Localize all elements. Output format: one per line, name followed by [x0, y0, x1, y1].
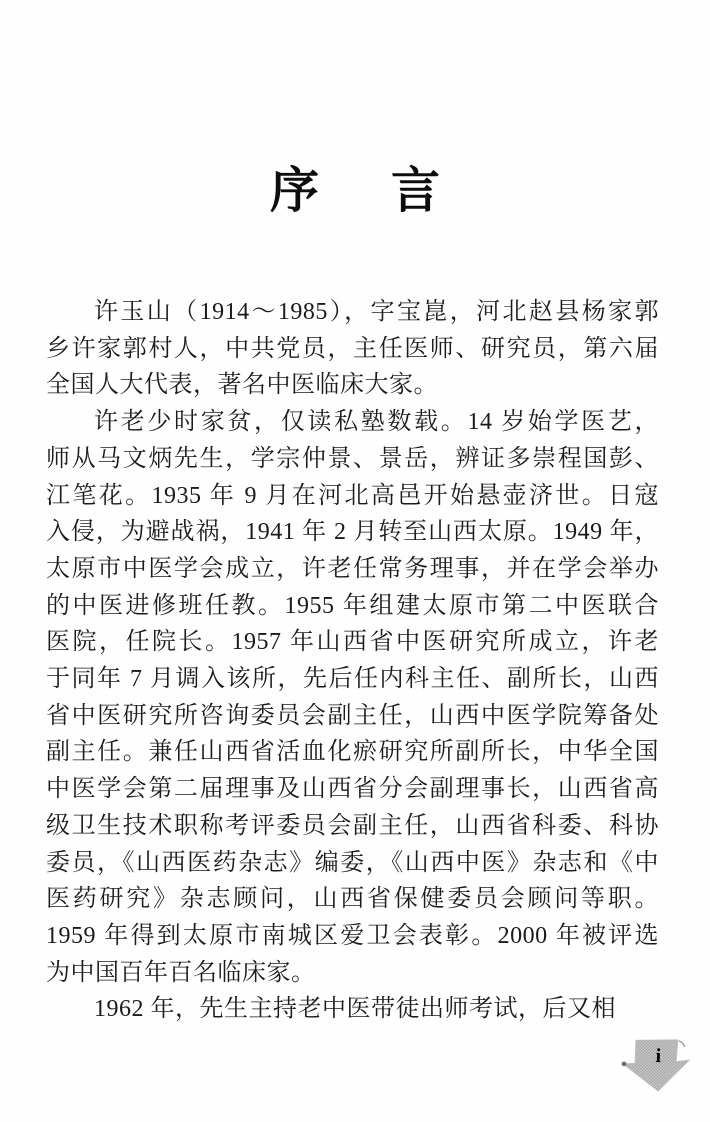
page-number: i	[655, 1044, 662, 1068]
text-line: 级卫生技术职称考评委员会副主任，山西省科委、科协	[46, 812, 659, 839]
text-line: 副主任。兼任山西省活血化瘀研究所副所长，中华全国	[46, 739, 659, 766]
text-line: 医药研究》杂志顾问，山西省保健委员会顾问等职。	[46, 886, 659, 913]
text-line: 许老少时家贫，仅读私塾数载。14 岁始学医艺，	[94, 409, 659, 436]
preface-text	[46, 294, 659, 1028]
page-footer-mark	[620, 1036, 692, 1094]
text-line: 医院，任院长。1957 年山西省中医研究所成立，许老	[46, 629, 659, 656]
text-line: 于同年 7 月调入该所，先后任内科主任、副所长，山西	[46, 666, 659, 693]
text-line: 为中国百年百名临床家。	[46, 959, 316, 986]
text-line: 委员，《山西医药杂志》编委，《山西中医》杂志和《中	[46, 849, 659, 876]
page-title	[0, 163, 710, 218]
text-line: 中医学会第二届理事及山西省分会副理事长，山西省高	[46, 776, 659, 803]
text-line: 许玉山（1914～1985），字宝崑，河北赵县杨家郭	[94, 299, 659, 325]
text-line: 太原市中医学会成立，许老任常务理事，并在学会举办	[46, 555, 659, 582]
text-line: 江笔花。1935 年 9 月在河北高邑开始悬壶济世。日寇	[46, 482, 659, 509]
text-line: 乡许家郭村人，中共党员，主任医师、研究员，第六届	[46, 335, 659, 362]
text-line: 入侵，为避战祸，1941 年 2 月转至山西太原。1949 年，	[46, 519, 659, 546]
title-char-1: 序	[269, 163, 319, 218]
text-line: 1962 年，先生主持老中医带徒出师考试，后又相	[94, 996, 616, 1023]
text-line: 1959 年得到太原市南城区爱卫会表彰。2000 年被评选	[46, 922, 659, 949]
text-line: 省中医研究所咨询委员会副主任，山西中医学院筹备处	[46, 702, 659, 729]
text-line: 的中医进修班任教。1955 年组建太原市第二中医联合	[46, 592, 659, 619]
text-line: 全国人大代表，著名中医临床大家。	[46, 372, 438, 399]
text-line: 师从马文炳先生，学宗仲景、景岳，辨证多崇程国彭、	[46, 445, 659, 472]
title-char-2: 言	[391, 163, 441, 218]
